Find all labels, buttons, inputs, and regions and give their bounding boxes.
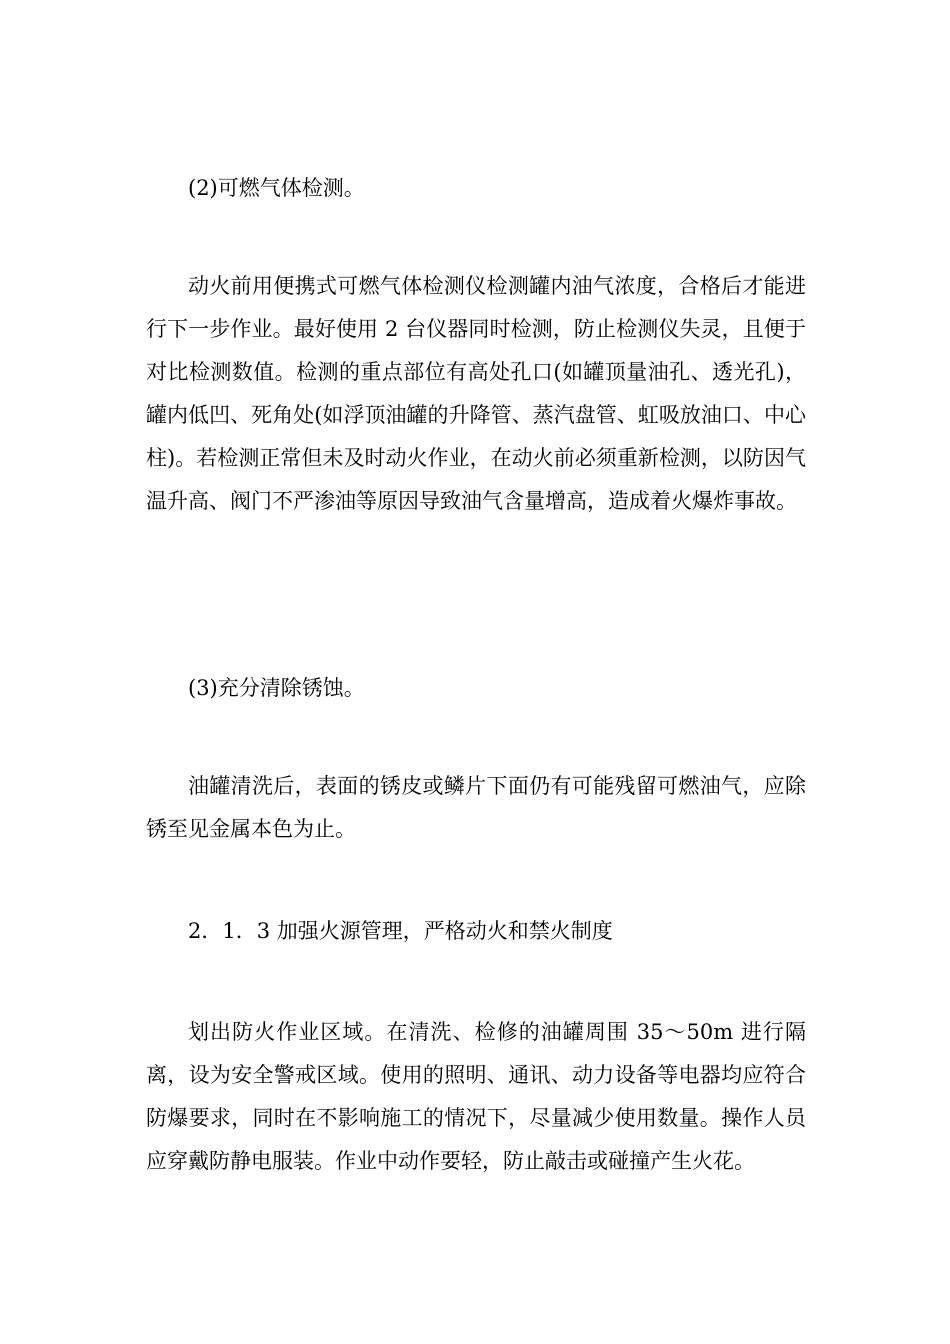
paragraph-fire-zone: 划出防火作业区域。在清洗、检修的油罐周围 35～50m 进行隔离，设为安全警戒区域。使用的照明、通讯、动力设备等电器均应符合防爆要求，同时在不影响施工的情况下，尽量减少使用数量。操作人员应穿戴防静电服装。作业中动作要轻，防止敲击或碰撞产生火花。 (146, 1020, 806, 1173)
subheading-combustible-gas-detection: (2)可燃气体检测。 (188, 176, 365, 200)
paragraph-rust-removal: 油罐清洗后，表面的锈皮或鳞片下面仍有可能残留可燃油气，应除锈至见金属本色为止。 (146, 774, 806, 841)
paragraph-gas-detection: 动火前用便携式可燃气体检测仪检测罐内油气浓度，合格后才能进行下一步作业。最好使用 2 台仪器同时检测，防止检测仪失灵，且便于对比检测数值。检测的重点部位有高处孔口(如罐顶量油孔、透光孔)，罐内低凹、死角处(如浮顶油罐的升降管、蒸汽盘管、虹吸放油口、中心柱)。若检测正常但未及时动火作业，在动火前必须重新检测，以防因气温升高、阀门不严渗油等原因导致油气含量增高，造成着火爆炸事故。 (146, 274, 806, 513)
section-title-fire-source-management: 2．1．3 加强火源管理，严格动火和禁火制度 (188, 919, 613, 943)
subheading-rust-removal: (3)充分清除锈蚀。 (188, 676, 365, 700)
